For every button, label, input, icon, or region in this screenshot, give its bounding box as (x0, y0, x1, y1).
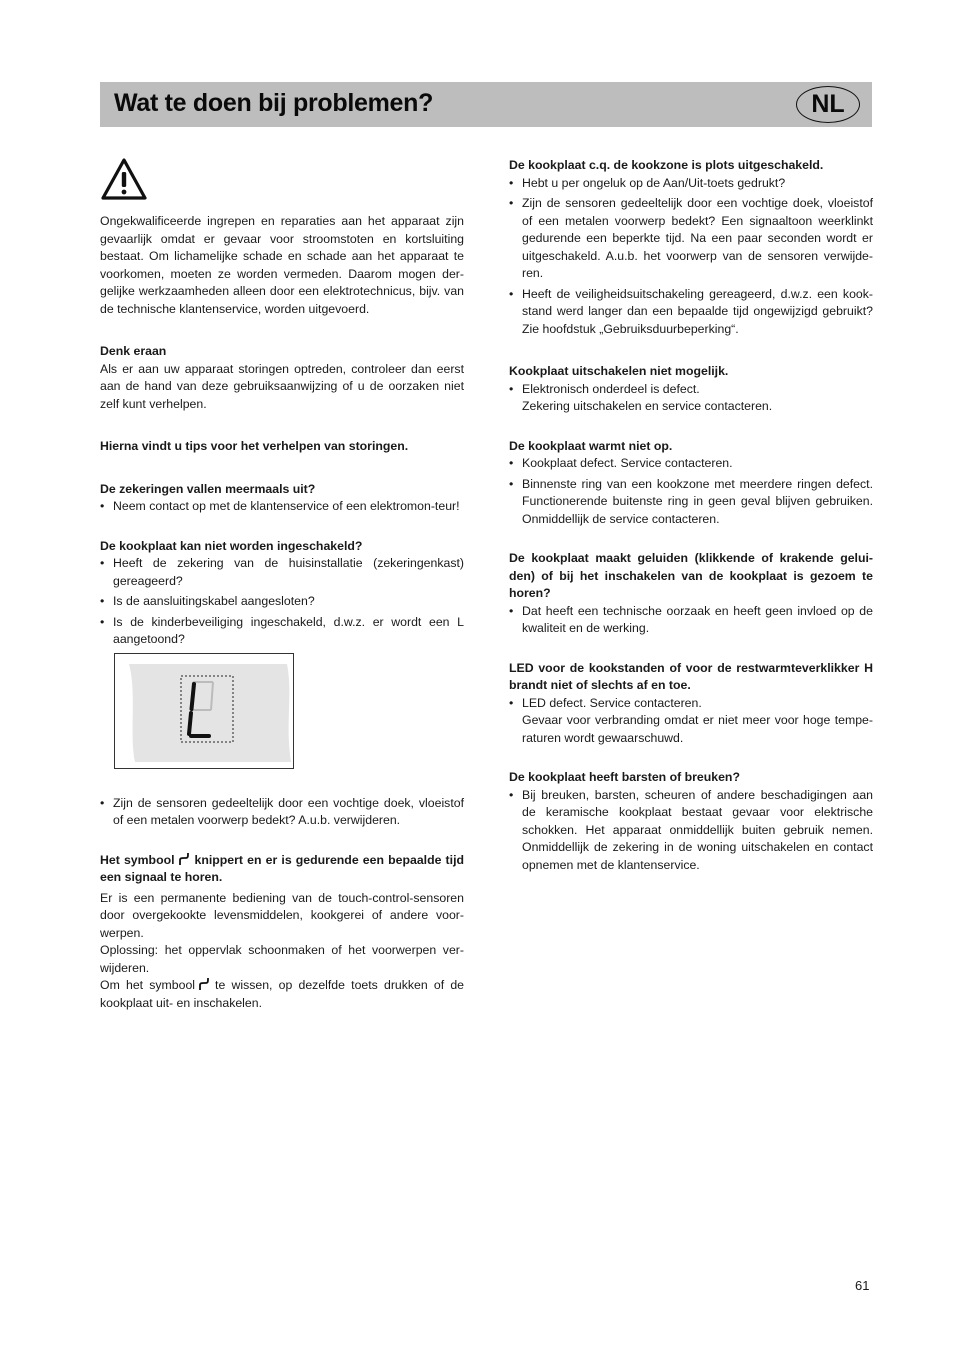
noise-title: De kookplaat maakt geluiden (klikkende of krakende gelui-den) of bij het inschakelen van de kookplaat is gezoem te horen? (509, 551, 873, 600)
led-list (509, 695, 873, 748)
bullet: • (509, 175, 514, 190)
bullet: • (100, 795, 105, 810)
bullet: • (509, 695, 514, 710)
bullet: • (509, 476, 514, 491)
symbol-title: Het symbool knippert en er is gedurende een bepaalde tijd een signaal te horen. (100, 852, 464, 884)
cantoff-title: Kookplaat uitschakelen niet mogelijk. (509, 364, 729, 378)
list-item: • Zijn de sensoren gedeeltelijk door een vochtige doek, vloeistof of een metalen voorwerp bedekt? A.u.b. verwijderen. (100, 795, 464, 827)
bullet: • (100, 499, 105, 513)
off-list (509, 175, 873, 339)
crack-list (509, 787, 873, 875)
page-number: 61 (855, 1278, 870, 1293)
bullet: • (509, 381, 514, 396)
list-item: • Bij breuken, barsten, scheuren of andere beschadigingen aan de keramische kookplaat bestaat gevaar voor elektrische schokken. Het apparaat onmiddellijk buiten gebruik nemen. Onmiddellijk de zekering in de woning uitschakelen en contact opnemen met de klantenservice. (509, 787, 873, 872)
right-column (509, 157, 873, 877)
think-text: Als er aan uw apparaat storingen optreden, controleer dan eerst aan de hand van deze gebruiksaanwijzing of u de oorzaken niet zelf kunt verhelpen. (100, 361, 464, 411)
left-column (100, 157, 464, 1012)
bullet: • (100, 594, 105, 608)
noswitch-list (100, 555, 464, 649)
cantoff-list (509, 381, 873, 416)
page-header (100, 82, 872, 127)
child-lock-display-illustration (114, 653, 294, 769)
list-item: • Kookplaat defect. Service contacteren. (509, 455, 873, 473)
led-title: LED voor de kookstanden of voor de restwarmteverklikker H brandt niet of slechts af en toe. (509, 660, 873, 692)
display-l-icon (115, 654, 293, 768)
bullet: • (509, 286, 514, 301)
list-item: • Is de kinderbeveiliging ingeschakeld, d.w.z. er wordt een L aangetoond? (100, 614, 464, 646)
think-title: Denk eraan (100, 344, 167, 358)
list-item: • Dat heeft een technische oorzaak en heeft geen invloed op de kwaliteit en de werking. (509, 603, 873, 635)
off-title: De kookplaat c.q. de kookzone is plots uitgeschakeld. (509, 158, 824, 172)
bullet: • (509, 603, 514, 618)
list-item: • Hebt u per ongeluk op de Aan/Uit-toets gedrukt? (509, 175, 873, 193)
list-item: • Heeft de veiligheidsuitschakeling gereageerd, d.w.z. een kook-stand werd langer dan een bepaalde tijd ongewijzigd gebruikt? Zie hoofdstuk „Gebruiksduurbeperking“. (509, 286, 873, 336)
bullet: • (509, 456, 514, 470)
noheat-title: De kookplaat warmt niet op. (509, 438, 673, 453)
symbol-text-3: Om het symbool te wissen, op dezelfde toets drukken of de kookplaat uit- en inschakelen. (100, 978, 465, 1010)
list-item: • Is de aansluitingskabel aangesloten? (100, 593, 464, 611)
overflow-symbol-icon (178, 852, 192, 866)
warning-text: Ongekwalificeerde ingrepen en reparaties aan het apparaat zijn gevaarlijk omdat er gevaar voor stroomstoten en kortsluiting bestaat. Om lichamelijke schade en schade aan het apparaat te voorkomen, moeten ze worden vermeden. Daarom mogen der-gelijke werkzaamheden alleen door een elektrotechnicus, bijv. van de technische klantenservice, worden uitgevoerd. (100, 214, 464, 316)
language-badge: NL (796, 86, 860, 123)
symbol-text-2: Oplossing: het oppervlak schoonmaken of het voorwerpen ver-wijderen. (100, 943, 464, 975)
overflow-symbol-icon (198, 977, 212, 991)
list-item: • Neem contact op met de klantenservice of een elektromon-teur! (100, 498, 464, 516)
crack-title: De kookplaat heeft barsten of breuken? (509, 770, 740, 784)
noswitch-title: De kookplaat kan niet worden ingeschakeld? (100, 538, 363, 553)
sensor-list (100, 795, 464, 830)
bullet: • (509, 787, 514, 802)
bullet: • (100, 614, 105, 629)
list-item: • Heeft de zekering van de huisinstallatie (zekeringenkast) gereageerd? (100, 556, 464, 588)
fuses-title: De zekeringen vallen meermaals uit? (100, 481, 316, 496)
fuses-list (100, 498, 464, 516)
tips-heading: Hierna vindt u tips voor het verhelpen van storingen. (100, 439, 409, 453)
list-item: • Binnenste ring van een kookzone met meerdere ringen defect. Functionerende buitenste ring in geen geval blijven gebruiken. Onmiddellijk de service contacteren. (509, 476, 873, 526)
list-item: • Elektronisch onderdeel is defect. Zekering uitschakelen en service contacteren. (509, 381, 773, 413)
bullet: • (100, 556, 105, 570)
symbol-text-1: Er is een permanente bediening van de touch-control-sensoren door overgekookte levensmiddelen, kookgerei of andere voor-werpen. (100, 890, 464, 940)
noheat-list (509, 455, 873, 528)
list-item: • LED defect. Service contacteren. Gevaar voor verbranding omdat er niet meer voor hoge tempe-raturen wordt gewaarschuwd. (509, 695, 873, 745)
page-title: Wat te doen bij problemen? (114, 89, 434, 117)
noise-list (509, 603, 873, 638)
list-item: • Zijn de sensoren gedeeltelijk door een vochtige doek, vloeistof of een metalen voorwerp bedekt? Een signaaltoon weerklinkt gedurende een beperkte tijd. Na een paar seconden wordt er uitgeschakeld. A.u.b. het voorwerp van de sensoren verwijde-ren. (509, 196, 873, 280)
warning-triangle-icon (100, 157, 148, 201)
bullet: • (509, 196, 514, 210)
